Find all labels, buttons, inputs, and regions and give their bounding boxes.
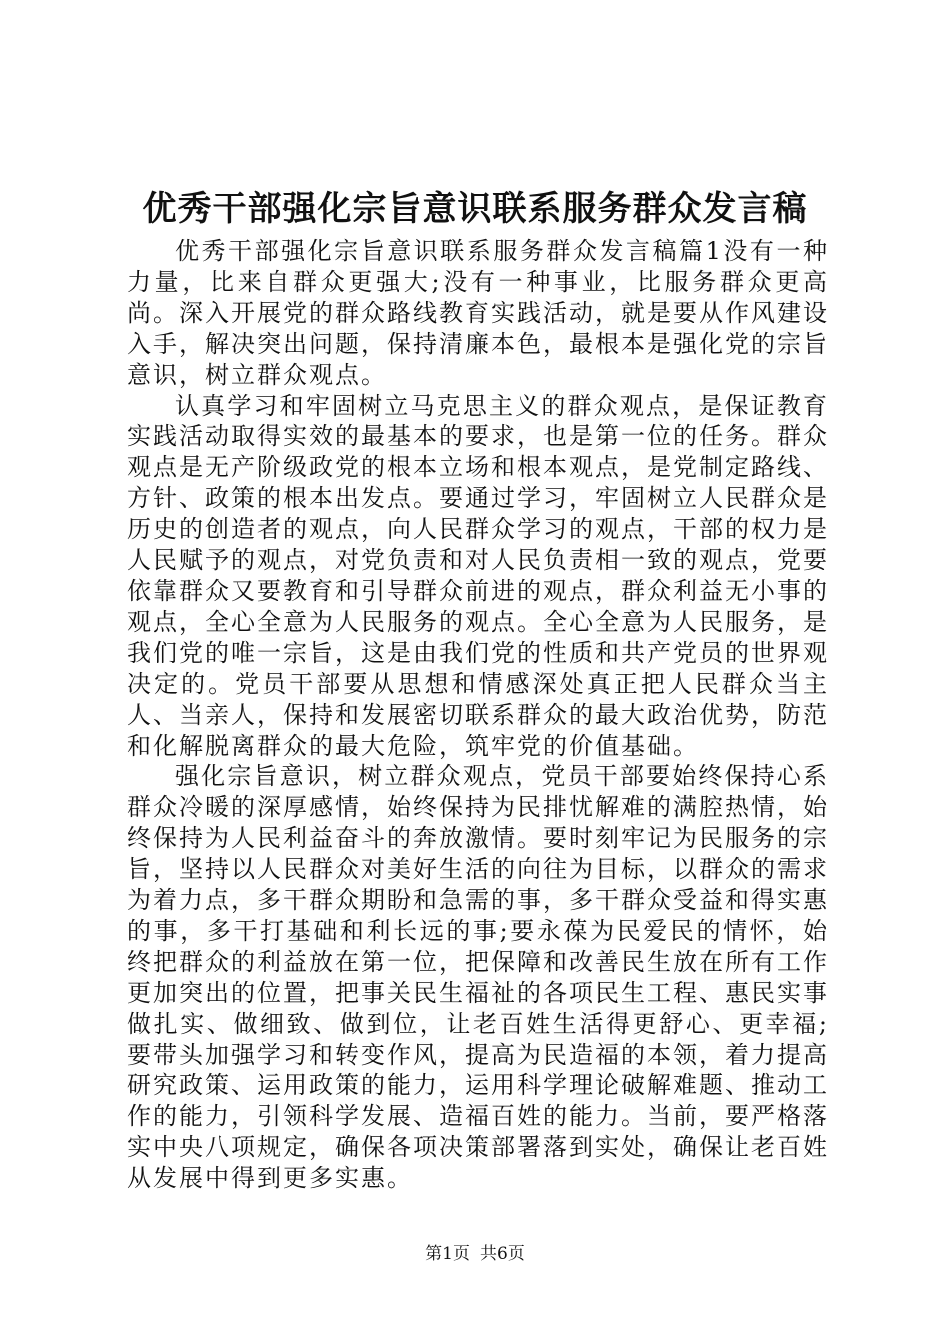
paragraph-1: 优秀干部强化宗旨意识联系服务群众发言稿篇1没有一种力量，比来自群众更强大;没有一种事业，比服务群众更高尚。深入开展党的群众路线教育实践活动，就是要从作风建设入手，解决突出问题，保持清廉本色，最根本是强化党的宗旨意识，树立群众观点。 bbox=[127, 237, 829, 389]
paragraph-3: 强化宗旨意识，树立群众观点，党员干部要始终保持心系群众冷暖的深厚感情，始终保持为民排忧解难的满腔热情，始终保持为人民利益奋斗的奔放激情。要时刻牢记为民服务的宗旨，坚持以人民群众对美好生活的向往为目标，以群众的需求为着力点，多干群众期盼和急需的事，多干群众受益和得实惠的事，多干打基础和利长远的事;要永葆为民爱民的情怀，始终把群众的利益放在第一位，把保障和改善民生放在所有工作更加突出的位置，把事关民生福祉的各项民生工程、惠民实事做扎实、做细致、做到位，让老百姓生活得更舒心、更幸福;要带头加强学习和转变作风，提高为民造福的本领，着力提高研究政策、运用政策的能力，运用科学理论破解难题、推动工作的能力，引领科学发展、造福百姓的能力。当前，要严格落实中央八项规定，确保各项决策部署落到实处，确保让老百姓从发展中得到更多实惠。 bbox=[127, 762, 829, 1193]
page-number: 第1页 bbox=[425, 1244, 470, 1264]
document-body bbox=[127, 236, 829, 1194]
paragraph-2: 认真学习和牢固树立马克思主义的群众观点，是保证教育实践活动取得实效的最基本的要求，也是第一位的任务。群众观点是无产阶级政党的根本立场和根本观点，是党制定路线、方针、政策的根本出发点。要通过学习，牢固树立人民群众是历史的创造者的观点，向人民群众学习的观点，干部的权力是人民赋予的观点，对党负责和对人民负责相一致的观点，党要依靠群众又要教育和引导群众前进的观点，群众利益无小事的观点，全心全意为人民服务的观点。全心全意为人民服务，是我们党的唯一宗旨，这是由我们党的性质和共产党员的世界观决定的。党员干部要从思想和情感深处真正把人民群众当主人、当亲人，保持和发展密切联系群众的最大政治优势，防范和化解脱离群众的最大危险，筑牢党的价值基础。 bbox=[127, 391, 829, 760]
page-total: 共6页 bbox=[480, 1244, 525, 1264]
page-footer bbox=[0, 1243, 950, 1265]
document-title: 优秀干部强化宗旨意识联系服务群众发言稿 bbox=[142, 189, 808, 229]
